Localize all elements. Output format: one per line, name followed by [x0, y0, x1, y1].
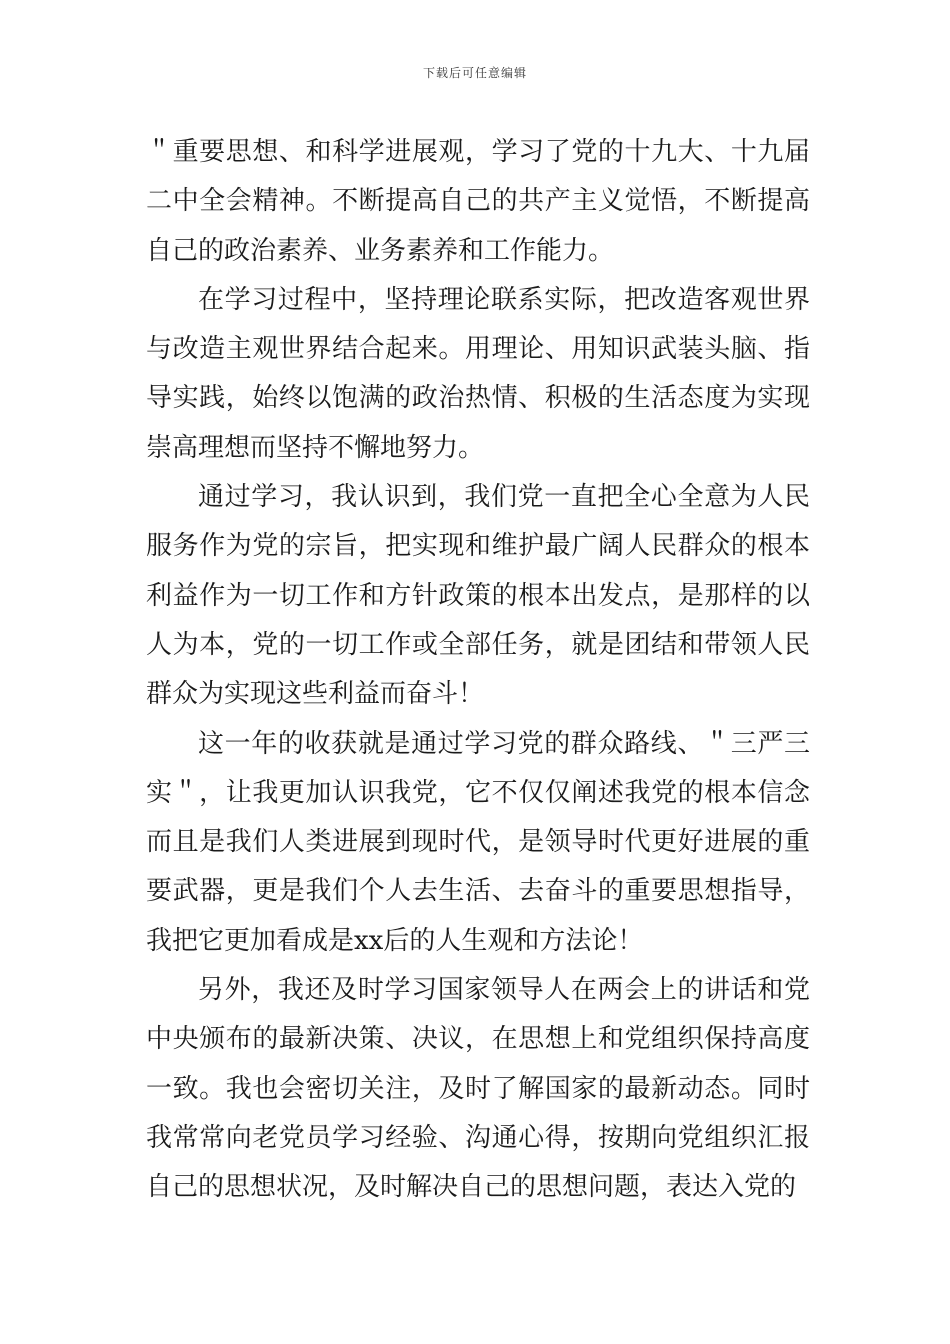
paragraph-2: 在学习过程中，坚持理论联系实际，把改造客观世界与改造主观世界结合起来。用理论、用知识武装头脑、指导实践，始终以饱满的政治热情、积极的生活态度为实现崇高理想而坚持不懈地努力。: [146, 284, 810, 463]
document-body: [146, 128, 810, 1213]
paragraph-1: ＂重要思想、和科学进展观，学习了党的十九大、十九届二中全会精神。不断提高自己的共产主义觉悟，不断提高自己的政治素养、业务素养和工作能力。: [146, 137, 810, 266]
paragraph-3: 通过学习，我认识到，我们党一直把全心全意为人民服务作为党的宗旨，把实现和维护最广阔人民群众的根本利益作为一切工作和方针政策的根本出发点，是那样的以人为本，党的一切工作或全部任务，就是团结和带领人民群众为实现这些利益而奋斗！: [146, 482, 810, 710]
header-note: 下载后可任意编辑: [422, 66, 527, 80]
paragraph-5: 另外，我还及时学习国家领导人在两会上的讲话和党中央颁布的最新决策、决议，在思想上和党组织保持高度一致。我也会密切关注，及时了解国家的最新动态。同时我常常向老党员学习经验、沟通心得，按期向党组织汇报自己的思想状况，及时解决自己的思想问题，表达入党的: [146, 975, 810, 1203]
paragraph-4: 这一年的收获就是通过学习党的群众路线、＂三严三实＂，让我更加认识我党，它不仅仅阐述我党的根本信念而且是我们人类进展到现时代，是领导时代更好进展的重要武器，更是我们个人去生活、去奋斗的重要思想指导，我把它更加看成是xx后的人生观和方法论！: [146, 728, 810, 956]
